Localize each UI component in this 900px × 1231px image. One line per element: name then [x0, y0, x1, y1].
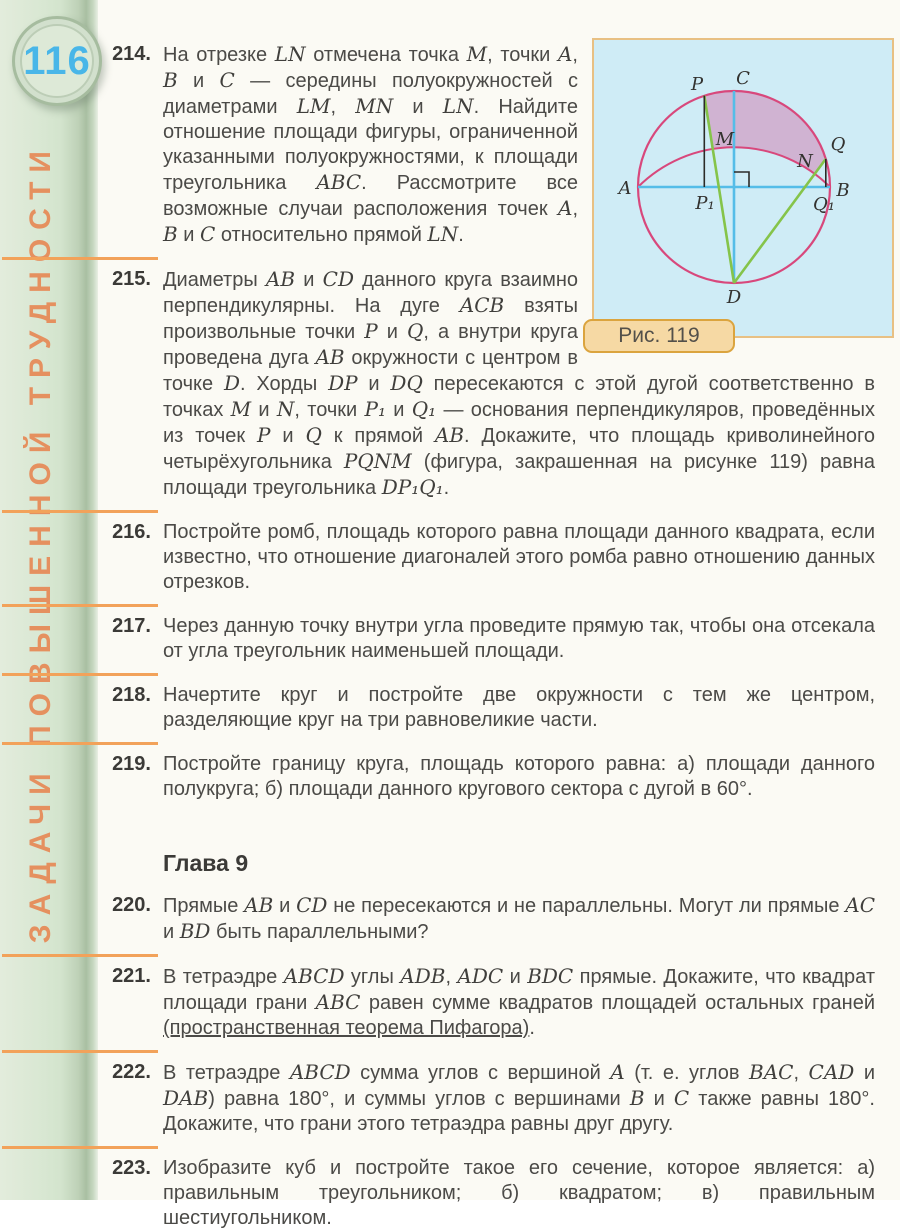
problem-text: [163, 1060, 875, 1137]
math-term: ABCD: [289, 1060, 351, 1084]
label-N: N: [797, 151, 813, 172]
plain-text: ,: [572, 198, 578, 220]
plain-text: Постройте границу круга, площадь которого равна: а) площади данного полукруга; б) площади данного кругового сектора с дугой в 60°.: [163, 753, 875, 800]
math-term: ABCD: [283, 964, 345, 988]
problem-222: [105, 1060, 890, 1137]
plain-text: .: [529, 1017, 535, 1039]
math-term: A: [557, 42, 573, 66]
problem-text: [163, 520, 875, 595]
plain-text: ,: [445, 966, 458, 988]
math-term: DP: [328, 371, 358, 395]
math-term: MN: [355, 94, 394, 118]
plain-text: ,: [572, 44, 578, 66]
plain-text: Прямые: [163, 895, 245, 917]
math-term: LM: [296, 94, 331, 118]
problem-number: 215.: [112, 268, 151, 290]
problem-219: [105, 752, 890, 802]
plain-text: .: [458, 224, 464, 246]
math-term: AB: [265, 267, 296, 291]
plain-text: (т. е. углов: [624, 1062, 750, 1084]
plain-text: углы: [344, 966, 401, 988]
label-A: A: [618, 178, 632, 199]
plain-text: . Найдите отношение площади фигуры, ограниченной указанными полуокружностями, к площади треугольника: [163, 96, 578, 194]
problem-text: [163, 614, 875, 664]
plain-text: В тетраэдре: [163, 1062, 290, 1084]
problem-text: [163, 42, 875, 248]
plain-text: и: [393, 96, 443, 118]
math-term: LN: [274, 42, 306, 66]
problem-text: [163, 267, 875, 501]
plain-text: отмечена точка: [305, 44, 467, 66]
plain-text: и: [177, 224, 200, 246]
problem-text: [163, 1156, 875, 1231]
math-term: CD: [322, 267, 354, 291]
problem-218: [105, 683, 890, 733]
math-term: CD: [296, 893, 328, 917]
math-term: P₁: [364, 397, 386, 421]
plain-text: . Докажите, что площадь криволинейного четырёхугольника: [163, 425, 875, 473]
problems-area: [105, 42, 890, 1231]
plain-text: не пересекаются и не параллельны. Могут ли прямые: [327, 895, 846, 917]
math-term: B: [629, 1086, 645, 1110]
problem-number: 220.: [112, 894, 151, 916]
plain-text: Начертите круг и постройте две окружности с тем же центром, разделяющие круг на три равновеликие части.: [163, 684, 875, 731]
plain-text: ,: [793, 1062, 809, 1084]
underlined-text: (пространственная теорема Пифагора): [163, 1017, 530, 1039]
plain-text: Диаметры: [163, 269, 266, 291]
problem-number: 218.: [112, 684, 151, 706]
math-term: LN: [427, 222, 459, 246]
math-term: Q₁: [411, 397, 437, 421]
plain-text: — середины полуокружностей с диаметрами: [163, 70, 578, 118]
problem-220: [105, 893, 890, 945]
plain-text: сумма углов с вершиной: [350, 1062, 611, 1084]
plain-text: относительно прямой: [215, 224, 428, 246]
plain-text: и: [386, 399, 412, 421]
page-number: 116: [23, 38, 91, 83]
label-D: D: [726, 287, 742, 308]
math-term: N: [276, 397, 295, 421]
math-term: AB: [434, 423, 465, 447]
plain-text: и: [503, 966, 528, 988]
content-column: [105, 0, 890, 1229]
math-term: PQNM: [343, 449, 412, 473]
math-term: M: [230, 397, 252, 421]
problem-text: [163, 964, 875, 1041]
plain-text: быть параллельными?: [210, 921, 429, 943]
plain-text: , а внутри круга проведена дуга: [163, 321, 578, 369]
problem-221: [105, 964, 890, 1041]
plain-text: данного круга взаимно перпендикулярны. На дуге: [163, 269, 578, 317]
problem-number: 222.: [112, 1061, 151, 1083]
math-term: D: [223, 371, 240, 395]
math-term: ADB: [400, 964, 446, 988]
plain-text: равен сумме квадратов площадей остальных граней: [360, 992, 876, 1014]
label-P: P: [690, 74, 704, 95]
math-term: P: [257, 423, 271, 447]
problem-text: [163, 683, 875, 733]
problem-216: [105, 520, 890, 595]
math-term: AB: [315, 345, 345, 369]
plain-text: .: [443, 477, 450, 499]
label-M: M: [715, 129, 735, 150]
plain-text: взяты произвольные точки: [163, 295, 579, 343]
plain-text: и: [251, 399, 277, 421]
problem-number: 219.: [112, 753, 151, 775]
plain-text: и: [177, 70, 220, 92]
problem-217: [105, 614, 890, 664]
plain-text: . Хорды: [240, 373, 329, 395]
problem-number: 217.: [112, 615, 151, 637]
sidebar-label: ЗАДАЧИ ПОВЫШЕННОЙ ТРУДНОСТИ: [24, 142, 57, 944]
plain-text: к прямой: [321, 425, 435, 447]
math-term: M: [466, 42, 488, 66]
label-P1: P₁: [695, 193, 715, 214]
plain-text: (фигура, закрашенная на рисунке 119) равна площади треугольника: [163, 451, 875, 499]
label-B: B: [836, 180, 850, 201]
plain-text: и: [295, 269, 323, 291]
label-Q1: Q₁: [813, 194, 835, 215]
plain-text: прямые. Докажите, что квадрат площади грани: [163, 966, 875, 1014]
problem-text: [163, 893, 875, 945]
problem-number: 216.: [112, 521, 151, 543]
problem-215: [105, 267, 890, 501]
plain-text: и: [163, 921, 180, 943]
math-term: ABC: [315, 990, 361, 1014]
plain-text: Изобразите куб и постройте такое его сечение, которое является: а) правильным треугольником; б) квадратом; в) правильным шестиугольником.: [163, 1157, 875, 1229]
plain-text: пересекаются с этой дугой соответственно в точках: [163, 373, 875, 421]
math-term: C: [200, 222, 216, 246]
plain-text: и: [377, 321, 407, 343]
problem-214: [105, 42, 890, 248]
math-term: C: [219, 68, 235, 92]
label-C: C: [736, 68, 750, 89]
sidebar-band: [0, 0, 98, 1200]
math-term: DAB: [163, 1086, 209, 1110]
math-term: DP₁Q₁: [381, 475, 444, 499]
math-term: B: [163, 222, 178, 246]
plain-text: . Рассмотрите все возможные случаи расположения точек: [163, 172, 578, 220]
plain-text: Постройте ромб, площадь которого равна площади данного квадрата, если известно, что отношение диагоналей этого ромба равно отношению данных отрезков.: [163, 521, 875, 593]
math-term: A: [557, 196, 573, 220]
plain-text: окружности с центром в точке: [163, 347, 578, 395]
plain-text: , точки: [487, 44, 558, 66]
math-term: DQ: [390, 371, 423, 395]
math-term: P: [364, 319, 378, 343]
plain-text: и: [273, 895, 297, 917]
plain-text: , точки: [294, 399, 365, 421]
math-term: ADC: [457, 964, 504, 988]
label-Q: Q: [830, 134, 846, 155]
problem-text: [163, 752, 875, 802]
plain-text: На отрезке: [163, 44, 275, 66]
plain-text: — основания перпендикуляров, проведённых из точек: [163, 399, 876, 447]
chapter-heading: Глава 9: [163, 850, 249, 876]
plain-text: ,: [330, 96, 356, 118]
plain-text: Через данную точку внутри угла проведите прямую так, чтобы она отсекала от угла треугольник наименьшей площади.: [163, 615, 875, 662]
plain-text: ) равна 180°, и суммы углов с вершинами: [208, 1088, 630, 1110]
problem-number: 214.: [112, 43, 151, 65]
plain-text: В тетраэдре: [163, 966, 284, 988]
problem-number: 221.: [112, 965, 151, 987]
math-term: ABC: [316, 170, 362, 194]
plain-text: и: [644, 1088, 674, 1110]
problem-223: [105, 1156, 890, 1231]
math-term: BD: [179, 919, 211, 943]
math-term: BAC: [749, 1060, 794, 1084]
page-number-badge: [12, 16, 102, 106]
math-term: B: [163, 68, 178, 92]
math-term: AB: [244, 893, 274, 917]
math-term: LN: [442, 94, 474, 118]
math-term: A: [610, 1060, 625, 1084]
math-term: BDC: [527, 964, 574, 988]
math-term: AC: [845, 893, 875, 917]
math-term: C: [673, 1086, 690, 1110]
plain-text: также равны 180°. Докажите, что грани этого тетраэдра равны друг другу.: [163, 1088, 875, 1135]
math-term: CAD: [808, 1060, 855, 1084]
problem-number: 223.: [112, 1157, 151, 1179]
math-term: Q: [406, 319, 424, 343]
figure-caption: Рис. 119: [583, 319, 735, 353]
plain-text: и: [854, 1062, 875, 1084]
plain-text: и: [270, 425, 306, 447]
math-term: ACB: [459, 293, 505, 317]
math-term: Q: [305, 423, 322, 447]
plain-text: и: [357, 373, 391, 395]
